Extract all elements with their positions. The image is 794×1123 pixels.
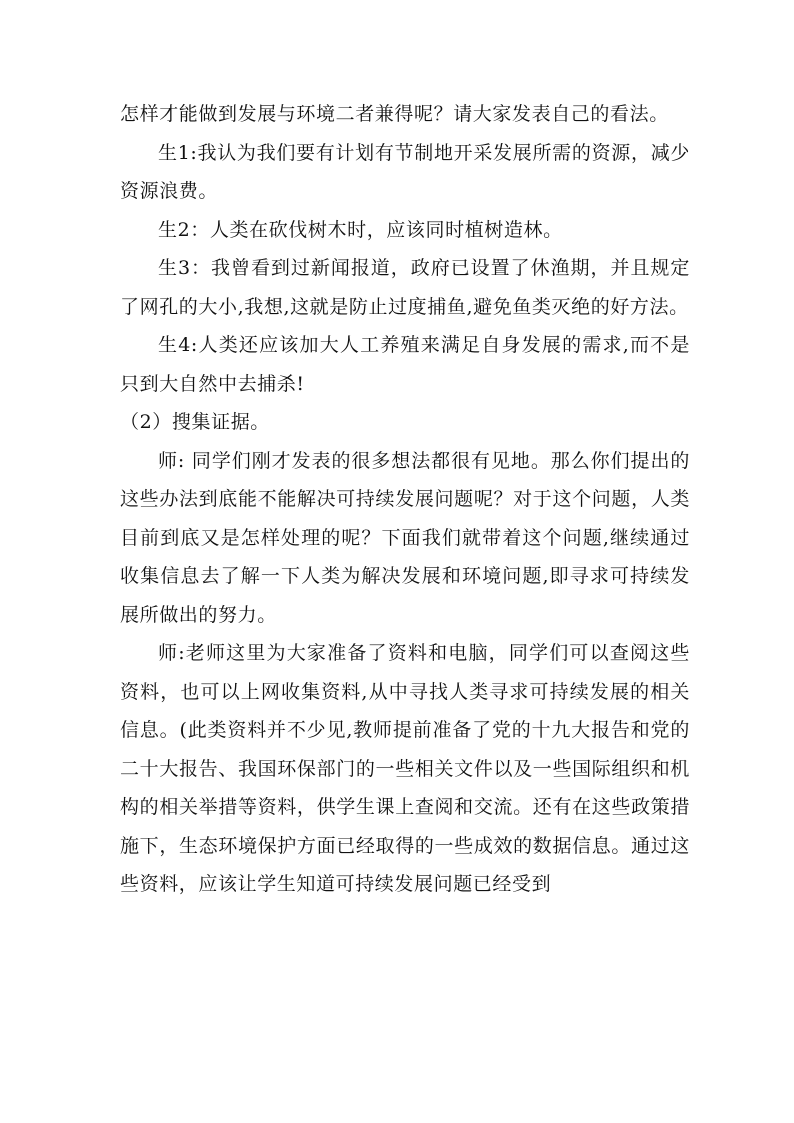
paragraph-student-4: 生4:人类还应该加大人工养殖来满足自身发展的需求,而不是只到大自然中去捕杀! [120,334,690,395]
section-heading-collect-evidence: （2）搜集证据。 [120,411,270,433]
document-body [120,95,690,904]
paragraph-question: 怎样才能做到发展与环境二者兼得呢？请大家发表自己的看法。 [120,103,669,125]
paragraph-teacher-1: 师: 同学们刚才发表的很多想法都很有见地。那么你们提出的这些办法到底能不能解决可持续发展问题呢？对于这个问题，人类目前到底又是怎样处理的呢？下面我们就带着这个问题,继续通过收集信息去了解一下人类为解决发展和环境问题,即寻求可持续发展所做出的努力。 [120,449,690,626]
paragraph-student-2: 生2：人类在砍伐树木时，应该同时植树造林。 [158,218,563,241]
paragraph-student-1: 生1:我认为我们要有计划有节制地开采发展所需的资源，减少资源浪费。 [120,141,690,202]
paragraph-student-3: 生3：我曾看到过新闻报道，政府已设置了休渔期，并且规定了网孔的大小,我想,这就是防止过度捕鱼,避免鱼类灭绝的好方法。 [120,257,690,318]
paragraph-teacher-2: 师:老师这里为大家准备了资料和电脑，同学们可以查阅这些资料，也可以上网收集资料,从中寻找人类寻求可持续发展的相关信息。(此类资料并不少见,教师提前准备了党的十九大报告和党的二十大报告、我国环保部门的一些相关文件以及一些国际组织和机构的相关举措等资料，供学生课上查阅和交流。还有在这些政策措施下，生态环境保护方面已经取得的一些成效的数据信息。通过这些资料，应该让学生知道可持续发展问题已经受到 [120,642,690,895]
